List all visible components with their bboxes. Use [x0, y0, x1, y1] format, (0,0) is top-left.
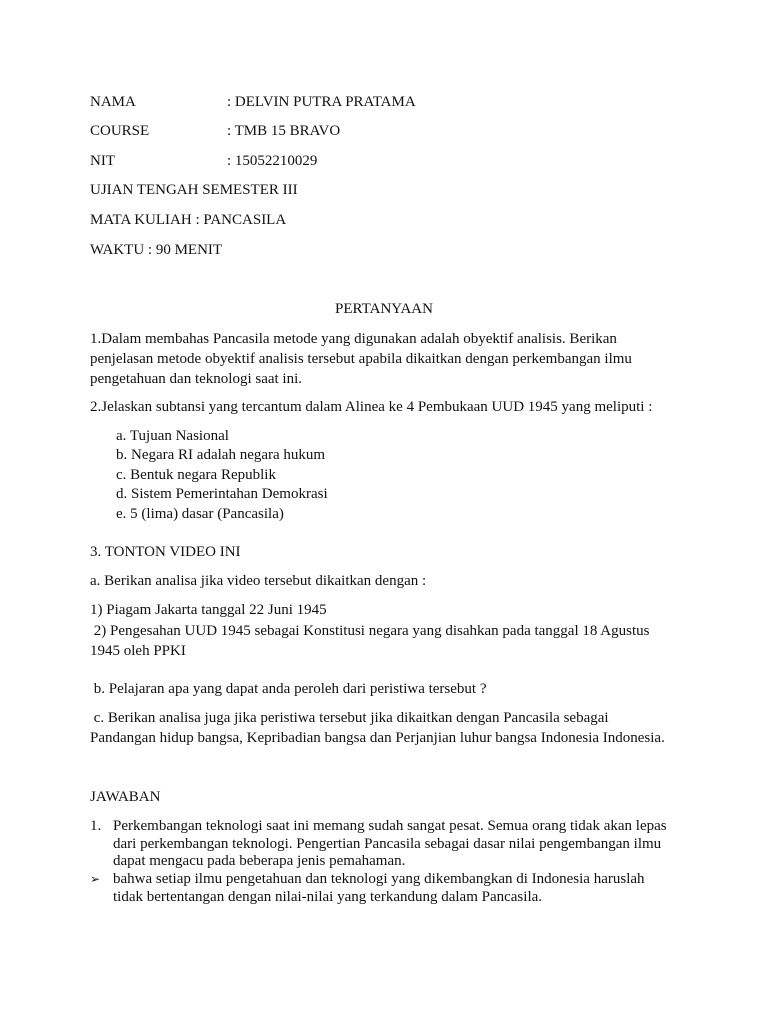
nit-row [90, 152, 317, 171]
question-3a-2-line: 1945 oleh PPKI [90, 643, 186, 659]
nit-label: NIT [90, 153, 115, 169]
nama-row [90, 93, 416, 112]
option-item: c. Bentuk negara Republik [116, 466, 276, 483]
option-item: d. Sistem Pemerintahan Demokrasi [116, 486, 328, 503]
option-item: b. Negara RI adalah negara hukum [116, 447, 326, 464]
question-3a-1: 1) Piagam Jakarta tanggal 22 Juni 1945 [90, 602, 327, 618]
course-row [90, 122, 340, 141]
answer-bullet-line: tidak bertentangan dengan nilai-nilai yang terkandung dalam Pancasila. [113, 888, 543, 905]
question-1-line: pengetahuan dan teknologi saat ini. [90, 371, 303, 387]
option-item: a. Tujuan Nasional [116, 428, 229, 444]
answer-1-line: dapat mengacu pada beberapa jenis pemahaman. [113, 853, 406, 869]
question-3a: a. Berikan analisa jika video tersebut dikaitkan dengan : [90, 573, 427, 589]
question-3c-line: c. Berikan analisa juga jika peristiwa tersebut jika dikaitkan dengan Pancasila sebagai [90, 710, 609, 726]
answer-1-text [113, 818, 667, 871]
question-3a-2 [90, 621, 680, 661]
answer-1-line: dari perkembangan teknologi. Pengertian Pancasila sebagai dasar nilai pengembangan ilmu [113, 835, 662, 852]
questions-heading: PERTANYAAN [335, 301, 433, 317]
question-3c-line: Pandangan hidup bangsa, Kepribadian bangsa dan Perjanjian luhur bangsa Indonesia Indonesia. [90, 730, 665, 746]
question-2-options [116, 427, 328, 524]
nama-value: : DELVIN PUTRA PRATAMA [227, 94, 416, 110]
nit-value: : 15052210029 [227, 153, 318, 169]
answer-bullet-line: bahwa setiap ilmu pengetahuan dan teknologi yang dikembangkan di Indonesia haruslah [113, 871, 645, 887]
subject-line: MATA KULIAH : PANCASILA [90, 212, 287, 228]
course-value: : TMB 15 BRAVO [227, 123, 341, 139]
time-line: WAKTU : 90 MENIT [90, 242, 223, 258]
question-3c [90, 708, 680, 748]
question-2: 2.Jelaskan subtansi yang tercantum dalam Alinea ke 4 Pembukaan UUD 1945 yang meliputi : [90, 399, 653, 415]
question-1-line: 1.Dalam membahas Pancasila metode yang digunakan adalah obyektif analisis. Berikan [90, 331, 617, 347]
option-item: e. 5 (lima) dasar (Pancasila) [116, 505, 284, 522]
question-3b: b. Pelajaran apa yang dapat anda peroleh dari peristiwa tersebut ? [90, 681, 487, 697]
answer-bullet-text [113, 871, 645, 906]
question-1 [90, 329, 680, 389]
arrow-right-icon: ➢ [90, 872, 101, 886]
answer-1-line: Perkembangan teknologi saat ini memang sudah sangat pesat. Semua orang tidak akan lepas [113, 818, 667, 834]
question-1-line: penjelasan metode obyektif analisis tersebut apabila dikaitkan dengan perkembangan ilmu [90, 351, 632, 367]
answers-heading: JAWABAN [90, 789, 161, 805]
answer-1-number: 1. [90, 818, 102, 834]
nama-label: NAMA [90, 94, 136, 110]
course-label: COURSE [90, 123, 150, 139]
question-3a-2-line: 2) Pengesahan UUD 1945 sebagai Konstitusi negara yang disahkan pada tanggal 18 Agustus [90, 623, 650, 639]
exam-title: UJIAN TENGAH SEMESTER III [90, 182, 298, 198]
question-3: 3. TONTON VIDEO INI [90, 544, 241, 560]
